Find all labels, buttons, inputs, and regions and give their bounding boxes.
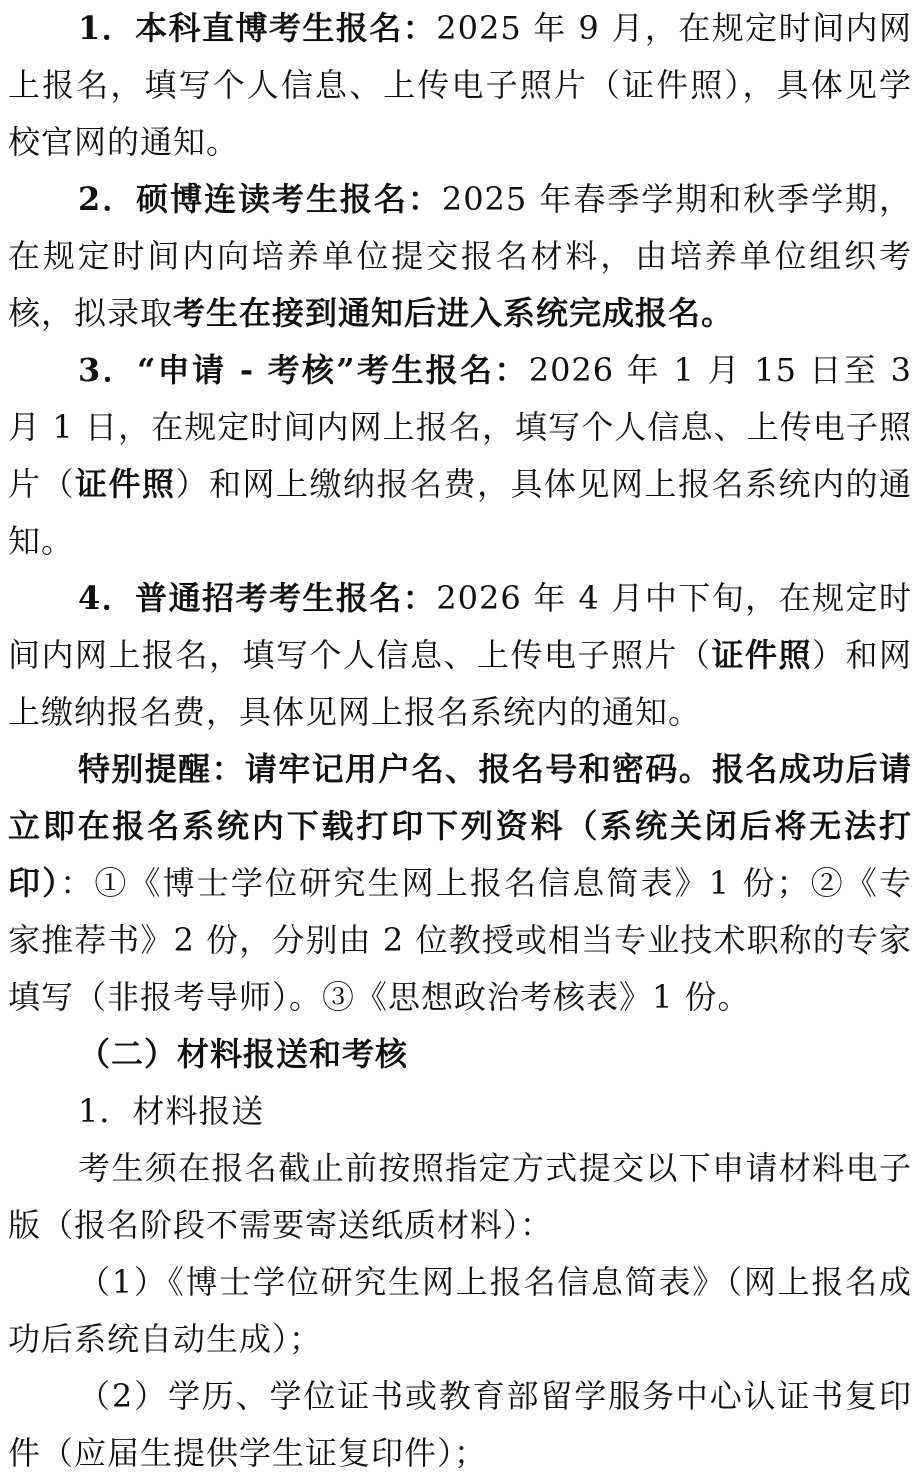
intro-paragraph: 考生须在报名截止前按照指定方式提交以下申请材料电子版（报名阶段不需要寄送纸质材料）：	[8, 1149, 912, 1244]
paragraph-label: 2．硕博连读考生报名：	[78, 180, 442, 218]
section-heading: （二）材料报送和考核	[78, 1035, 409, 1073]
paragraph-master-phd	[8, 171, 912, 342]
paragraph-bold-text: 证件照	[711, 636, 812, 674]
paragraph-text: 2025 年 9 月，在规定时间内网上报名，填写个人信息、上传电子照片（证件照），具体见学校官网的通知。	[8, 9, 912, 161]
paragraph-bold-text: 证件照	[75, 465, 176, 503]
paragraph-label: 3．“申请 - 考核”考生报名：	[78, 351, 529, 389]
paragraph-text-tail: ）和网上缴纳报名费，具体见网上报名系统内的通知。	[8, 465, 912, 560]
paragraph-text: 2026 年 1 月 15 日至 3 月 1 日，在规定时间内网上报名，填写个人信息、上传电子照片（	[8, 351, 912, 503]
paragraph-direct-phd	[8, 0, 912, 171]
paragraph-label: 特别提醒：	[78, 750, 245, 788]
paragraph-application-assessment	[8, 342, 912, 570]
paragraph-text: 2025 年春季学期和秋季学期，在规定时间内向培养单位提交报名材料，由培养单位组织考核，拟录取	[8, 180, 912, 332]
paragraph-label: 1．本科直博考生报名：	[78, 9, 437, 47]
list-item: （1）《博士学位研究生网上报名信息简表》（网上报名成功后系统自动生成）；	[8, 1263, 912, 1358]
paragraph-bold-text: 考生在接到通知后进入系统完成报名。	[173, 294, 735, 332]
paragraph-general-exam	[8, 570, 912, 741]
paragraph-text-tail: ）和网上缴纳报名费，具体见网上报名系统内的通知。	[8, 636, 912, 731]
paragraph-text: 2026 年 4 月中下旬，在规定时间内网上报名，填写个人信息、上传电子照片（	[8, 579, 912, 674]
sub-heading: 1．材料报送	[78, 1092, 265, 1130]
paragraph-special-reminder	[8, 741, 912, 1026]
paragraph-text: ：①《博士学位研究生网上报名信息简表》1 份；②《专家推荐书》2 份，分别由 2 位教授或相当专业技术职称的专家填写（非报考导师）。③《思想政治考核表》1 份。	[8, 864, 912, 1016]
paragraph-bold-text: 请牢记用户名、报名号和密码。报名成功后请立即在报名系统内下载打印下列资料（系统关闭后将无法打印）	[8, 750, 912, 902]
list-item: （2）学历、学位证书或教育部留学服务中心认证书复印件（应届生提供学生证复印件）；	[8, 1377, 912, 1472]
paragraph-label: 4．普通招考考生报名：	[78, 579, 437, 617]
